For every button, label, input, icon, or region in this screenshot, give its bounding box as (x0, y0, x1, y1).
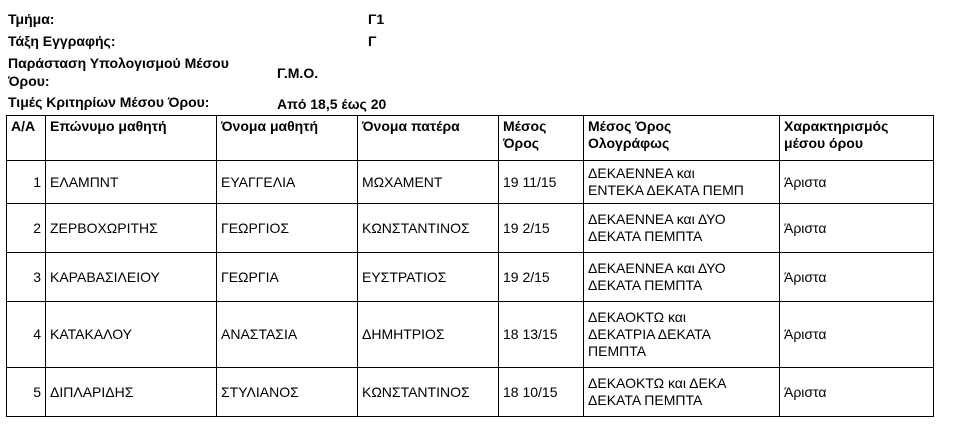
row-number: 2 (7, 204, 46, 253)
col-aa-header: Α/Α (7, 116, 46, 161)
col-surname-header: Επώνυμο μαθητή (46, 116, 217, 161)
father-name: ΔΗΜΗΤΡΙΟΣ (358, 302, 499, 368)
range-value: Από 18,5 έως 20 (277, 96, 387, 112)
student-surname: ΚΑΤΑΚΑΛΟΥ (46, 302, 217, 368)
calc-value: Γ.Μ.Ο. (277, 65, 319, 81)
average-grade: Άριστα (780, 253, 934, 302)
father-name: ΜΩΧΑΜΕΝΤ (358, 161, 499, 204)
section-label: Τμήμα: (8, 11, 55, 27)
col-name-header: Όνομα μαθητή (217, 116, 358, 161)
average-words: ΔΕΚΑΕΝΝΕΑ και ΔΥΟ ΔΕΚΑΤΑ ΠΕΜΠΤΑ (584, 253, 780, 302)
student-name: ΑΝΑΣΤΑΣΙΑ (217, 302, 358, 368)
col-average-words-header: Μέσος Όρος Ολογράφως (584, 116, 780, 161)
student-surname: ΕΛΑΜΠΝΤ (46, 161, 217, 204)
father-name: ΕΥΣΤΡΑΤΙΟΣ (358, 253, 499, 302)
average-grade: Άριστα (780, 302, 934, 368)
section-value: Γ1 (368, 11, 385, 27)
average-words: ΔΕΚΑΕΝΝΕΑ και ΕΝΤΕΚΑ ΔΕΚΑΤΑ ΠΕΜΠ (584, 161, 780, 204)
average-value: 18 10/15 (499, 368, 584, 417)
table-row (7, 368, 934, 417)
average-grade: Άριστα (780, 368, 934, 417)
student-name: ΣΤΥΛΙΑΝΟΣ (217, 368, 358, 417)
average-value: 19 2/15 (499, 253, 584, 302)
calc-label-line1: Παράσταση Υπολογισμού Μέσου (8, 55, 229, 71)
average-words: ΔΕΚΑΟΚΤΩ και ΔΕΚΑΤΡΙΑ ΔΕΚΑΤΑ ΠΕΜΠΤΑ (584, 302, 780, 368)
student-surname: ΖΕΡΒΟΧΩΡΙΤΗΣ (46, 204, 217, 253)
col-father-header: Όνομα πατέρα (358, 116, 499, 161)
student-name: ΕΥΑΓΓΕΛΙΑ (217, 161, 358, 204)
student-surname: ΚΑΡΑΒΑΣΙΛΕΙΟΥ (46, 253, 217, 302)
row-number: 5 (7, 368, 46, 417)
class-label: Τάξη Εγγραφής: (8, 33, 116, 49)
average-value: 19 2/15 (499, 204, 584, 253)
average-grade: Άριστα (780, 161, 934, 204)
table-header-row (7, 116, 934, 161)
average-words: ΔΕΚΑΟΚΤΩ και ΔΕΚΑ ΔΕΚΑΤΑ ΠΕΜΠΤΑ (584, 368, 780, 417)
average-grade: Άριστα (780, 204, 934, 253)
col-grade-header: Χαρακτηρισμός μέσου όρου (780, 116, 934, 161)
students-table (6, 115, 934, 417)
student-name: ΓΕΩΡΓΙΟΣ (217, 204, 358, 253)
row-number: 1 (7, 161, 46, 204)
row-number: 4 (7, 302, 46, 368)
row-number: 3 (7, 253, 46, 302)
table-row (7, 161, 934, 204)
average-value: 19 11/15 (499, 161, 584, 204)
father-name: ΚΩΝΣΤΑΝΤΙΝΟΣ (358, 368, 499, 417)
average-words: ΔΕΚΑΕΝΝΕΑ και ΔΥΟ ΔΕΚΑΤΑ ΠΕΜΠΤΑ (584, 204, 780, 253)
average-value: 18 13/15 (499, 302, 584, 368)
student-surname: ΔΙΠΛΑΡΙΔΗΣ (46, 368, 217, 417)
col-average-header: Μέσος Όρος (499, 116, 584, 161)
table-row (7, 302, 934, 368)
table-row (7, 204, 934, 253)
calc-label-line2: Όρου: (8, 73, 50, 89)
student-name: ΓΕΩΡΓΙΑ (217, 253, 358, 302)
table-row (7, 253, 934, 302)
range-label: Τιμές Κριτηρίων Μέσου Όρου: (8, 94, 210, 110)
father-name: ΚΩΝΣΤΑΝΤΙΝΟΣ (358, 204, 499, 253)
class-value: Γ (368, 33, 377, 49)
